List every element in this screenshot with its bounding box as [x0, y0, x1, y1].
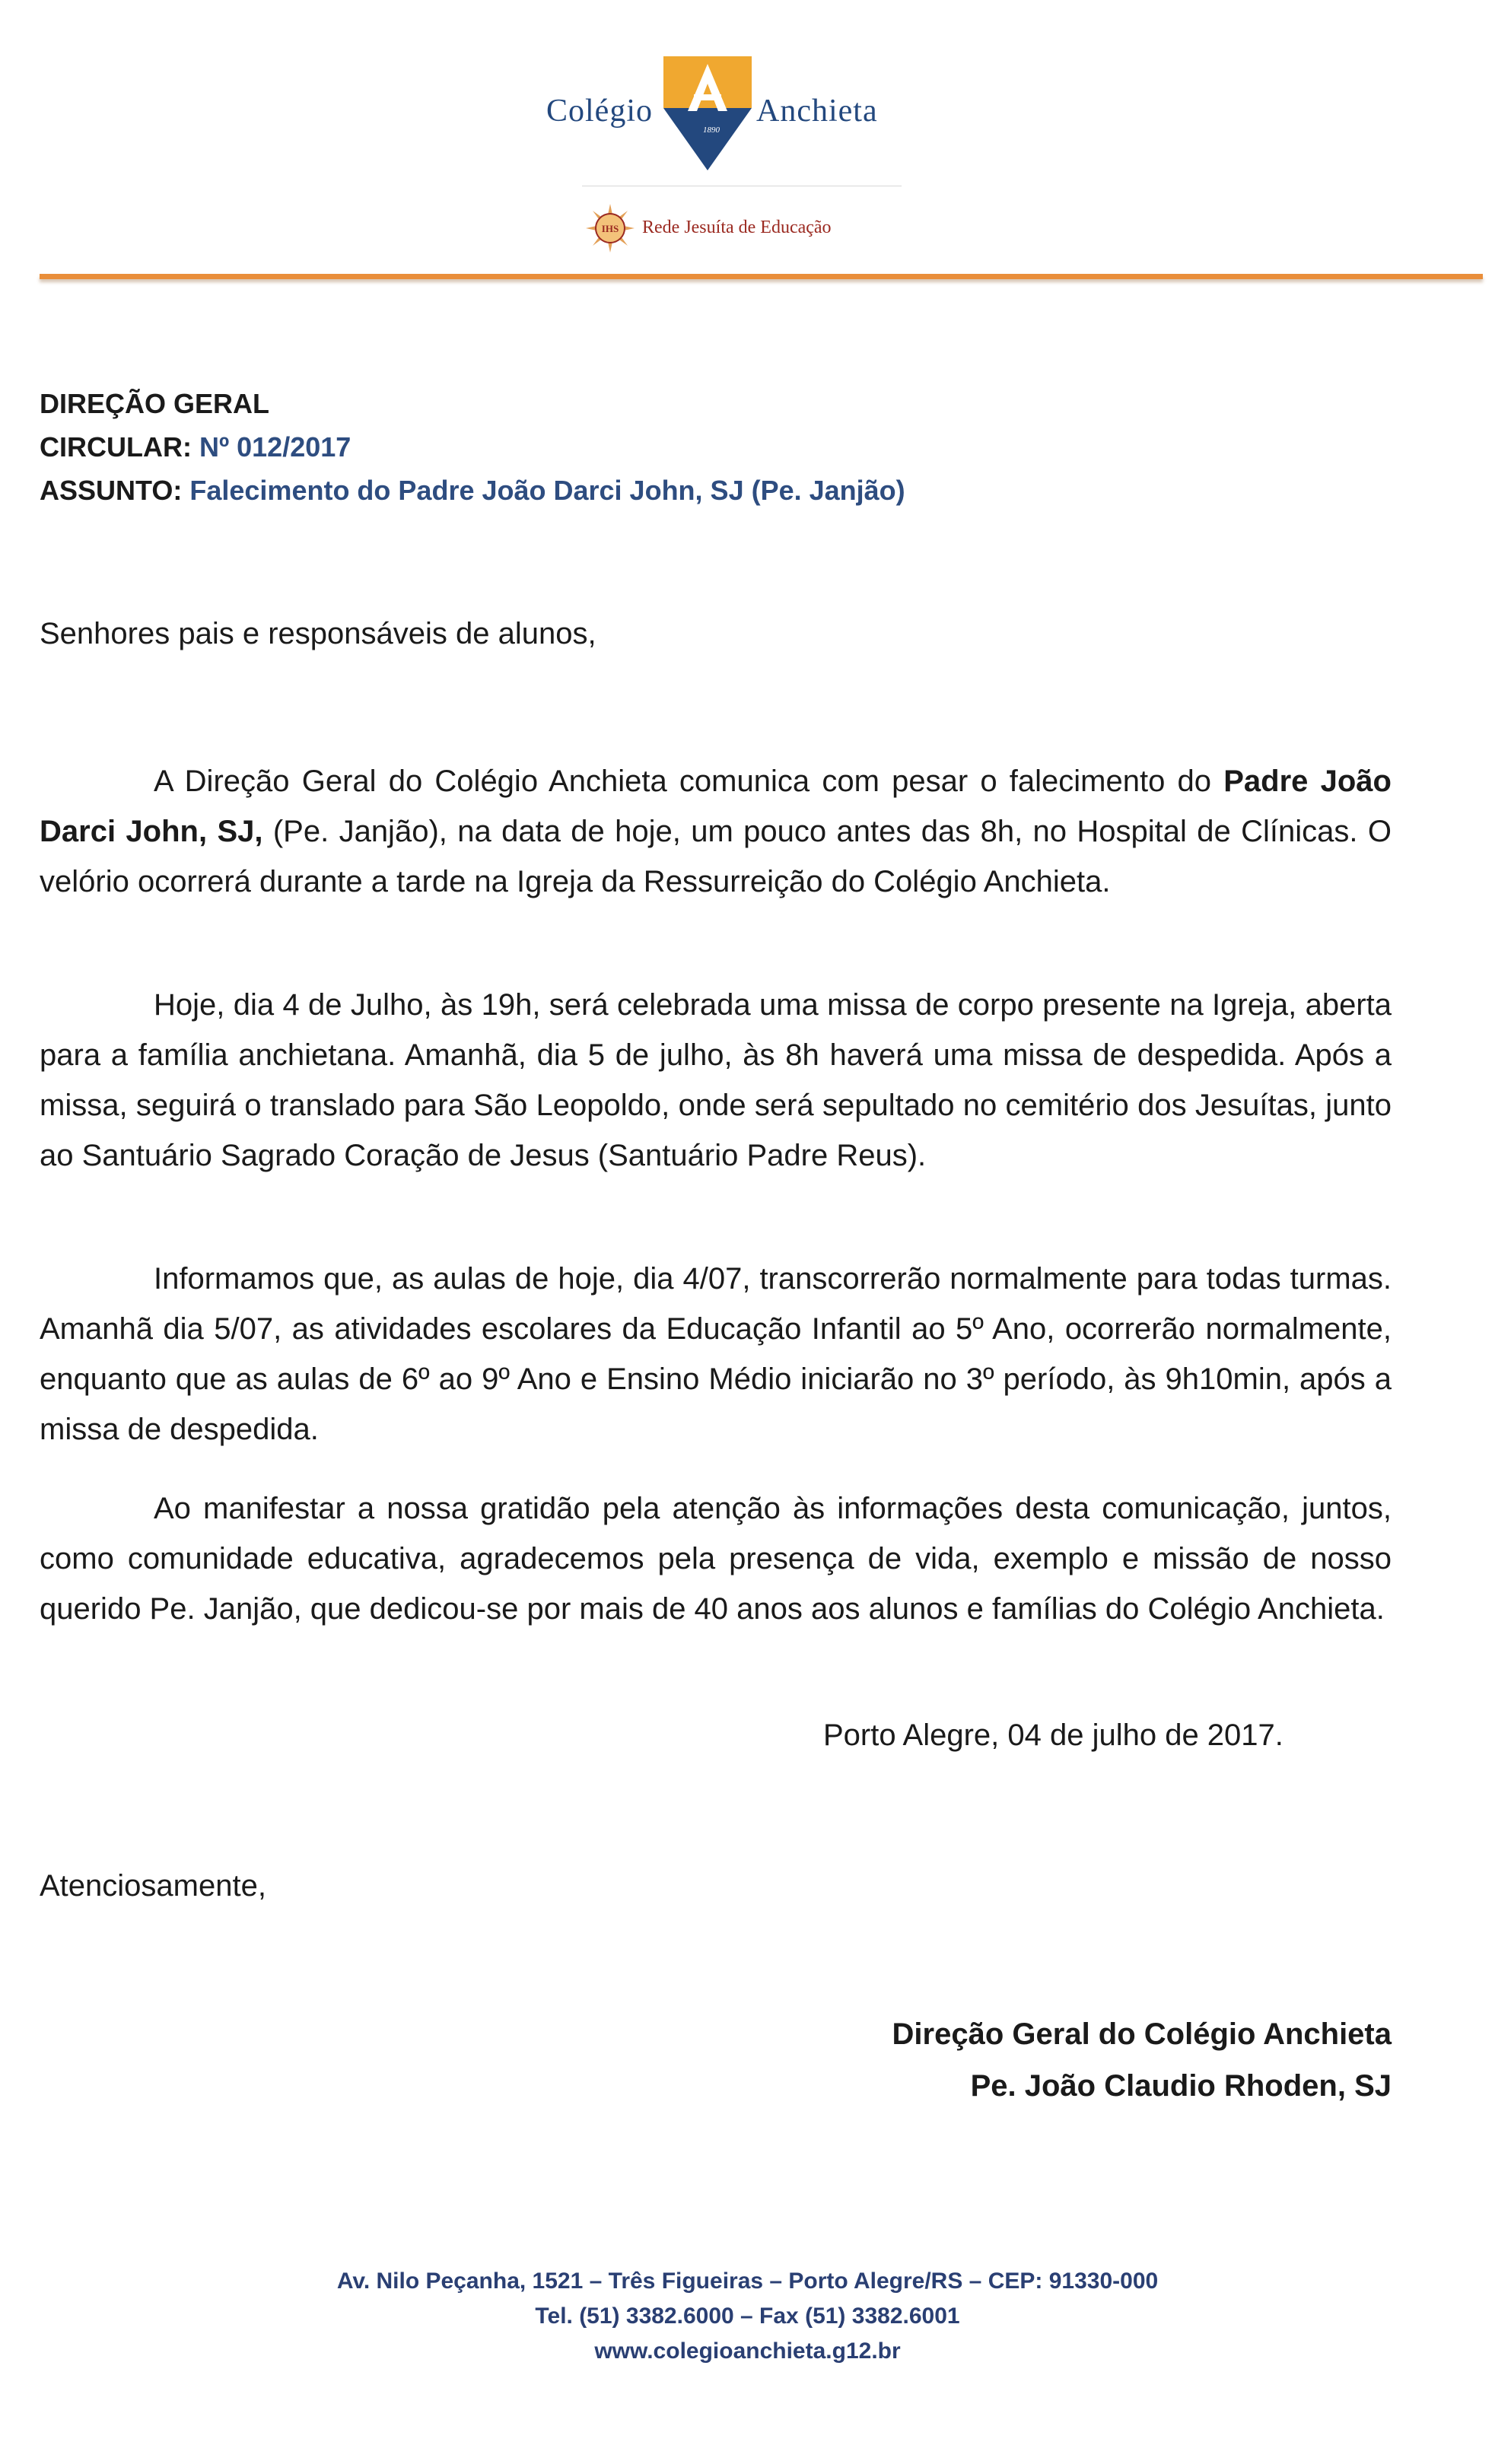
letter-footer: [0, 2264, 1495, 2369]
direction-heading: DIREÇÃO GERAL: [40, 388, 270, 419]
place-and-date: Porto Alegre, 04 de julho de 2017.: [823, 1718, 1283, 1752]
logo-word-colegio: Colégio: [546, 94, 653, 129]
signature-institution: Direção Geral do Colégio Anchieta: [892, 2017, 1392, 2051]
rede-jesuita-label: Rede Jesuíta de Educação: [642, 218, 832, 237]
paragraph-announcement-lead: A Direção Geral do Colégio Anchieta comunica com pesar o falecimento do: [154, 765, 1224, 798]
colegio-anchieta-logo: [533, 53, 959, 175]
meta-heading: [40, 382, 1409, 425]
circular-number: Nº 012/2017: [199, 431, 351, 463]
circular-label: CIRCULAR:: [40, 431, 192, 463]
logo-year: 1890: [703, 126, 720, 135]
logo-word-anchieta: Anchieta: [756, 94, 878, 129]
circular-meta: [40, 382, 1409, 512]
paragraph-mass-schedule: Hoje, dia 4 de Julho, às 19h, será celebrada uma missa de corpo presente na Igreja, aberta para a família anchietana. Amanhã, dia 5 de julho, às 8h haverá uma missa de despedida. Após a missa, seguirá o translado para São Leopoldo, onde será sepultado no cemitério dos Jesuítas, junto ao Santuário Sagrado Coração de Jesus (Santuário Padre Reus).: [40, 988, 1392, 1172]
paragraph-announcement: [40, 756, 1392, 907]
footer-address: Av. Nilo Peçanha, 1521 – Três Figueiras – Porto Alegre/RS – CEP: 91330-000: [336, 2268, 1159, 2294]
rede-jesuita-logo: [586, 204, 905, 253]
footer-website: www.colegioanchieta.g12.br: [594, 2338, 901, 2364]
paragraph-gratitude: Ao manifestar a nossa gratidão pela atenção às informações desta comunicação, juntos, como comunidade educativa, agradecemos pela presença de vida, exemplo e missão de nosso querido Pe. Janjão, que dedicou-se por mais de 40 anos aos alunos e famílias do Colégio Anchieta.: [40, 1492, 1392, 1626]
jesuit-sun-emblem-icon: [586, 204, 635, 253]
paragraph-announcement-name: Padre João Darci John, SJ,: [40, 765, 1392, 848]
salutation: Senhores pais e responsáveis de alunos,: [40, 617, 596, 650]
letterhead: [0, 0, 1495, 289]
signature-name: Pe. João Claudio Rhoden, SJ: [970, 2069, 1392, 2103]
subject-label: ASSUNTO:: [40, 475, 183, 506]
closing-salutation: Atenciosamente,: [40, 1869, 266, 1903]
emblem-ihs-text: IHS: [601, 223, 619, 234]
meta-subject: [40, 469, 1409, 512]
paragraph-classes-info: Informamos que, as aulas de hoje, dia 4/07, transcorrerão normalmente para todas turmas. Amanhã dia 5/07, as atividades escolares da Educação Infantil ao 5º Ano, ocorrerão normalmente, enquanto que as aulas de 6º ao 9º Ano e Ensino Médio iniciarão no 3º período, às 9h10min, após a missa de despedida.: [40, 1262, 1392, 1446]
footer-phone: Tel. (51) 3382.6000 – Fax (51) 3382.6001: [535, 2303, 960, 2329]
anchieta-shield-icon: [663, 56, 752, 170]
header-accent-bar: [40, 274, 1483, 279]
signature-block: [685, 2008, 1392, 2112]
meta-circular: [40, 425, 1409, 469]
paragraph-announcement-rest: (Pe. Janjão), na data de hoje, um pouco antes das 8h, no Hospital de Clínicas. O velório ocorrerá durante a tarde na Igreja da Ressurreição do Colégio Anchieta.: [40, 815, 1392, 898]
subject-value: Falecimento do Padre João Darci John, SJ (Pe. Janjão): [189, 475, 905, 506]
